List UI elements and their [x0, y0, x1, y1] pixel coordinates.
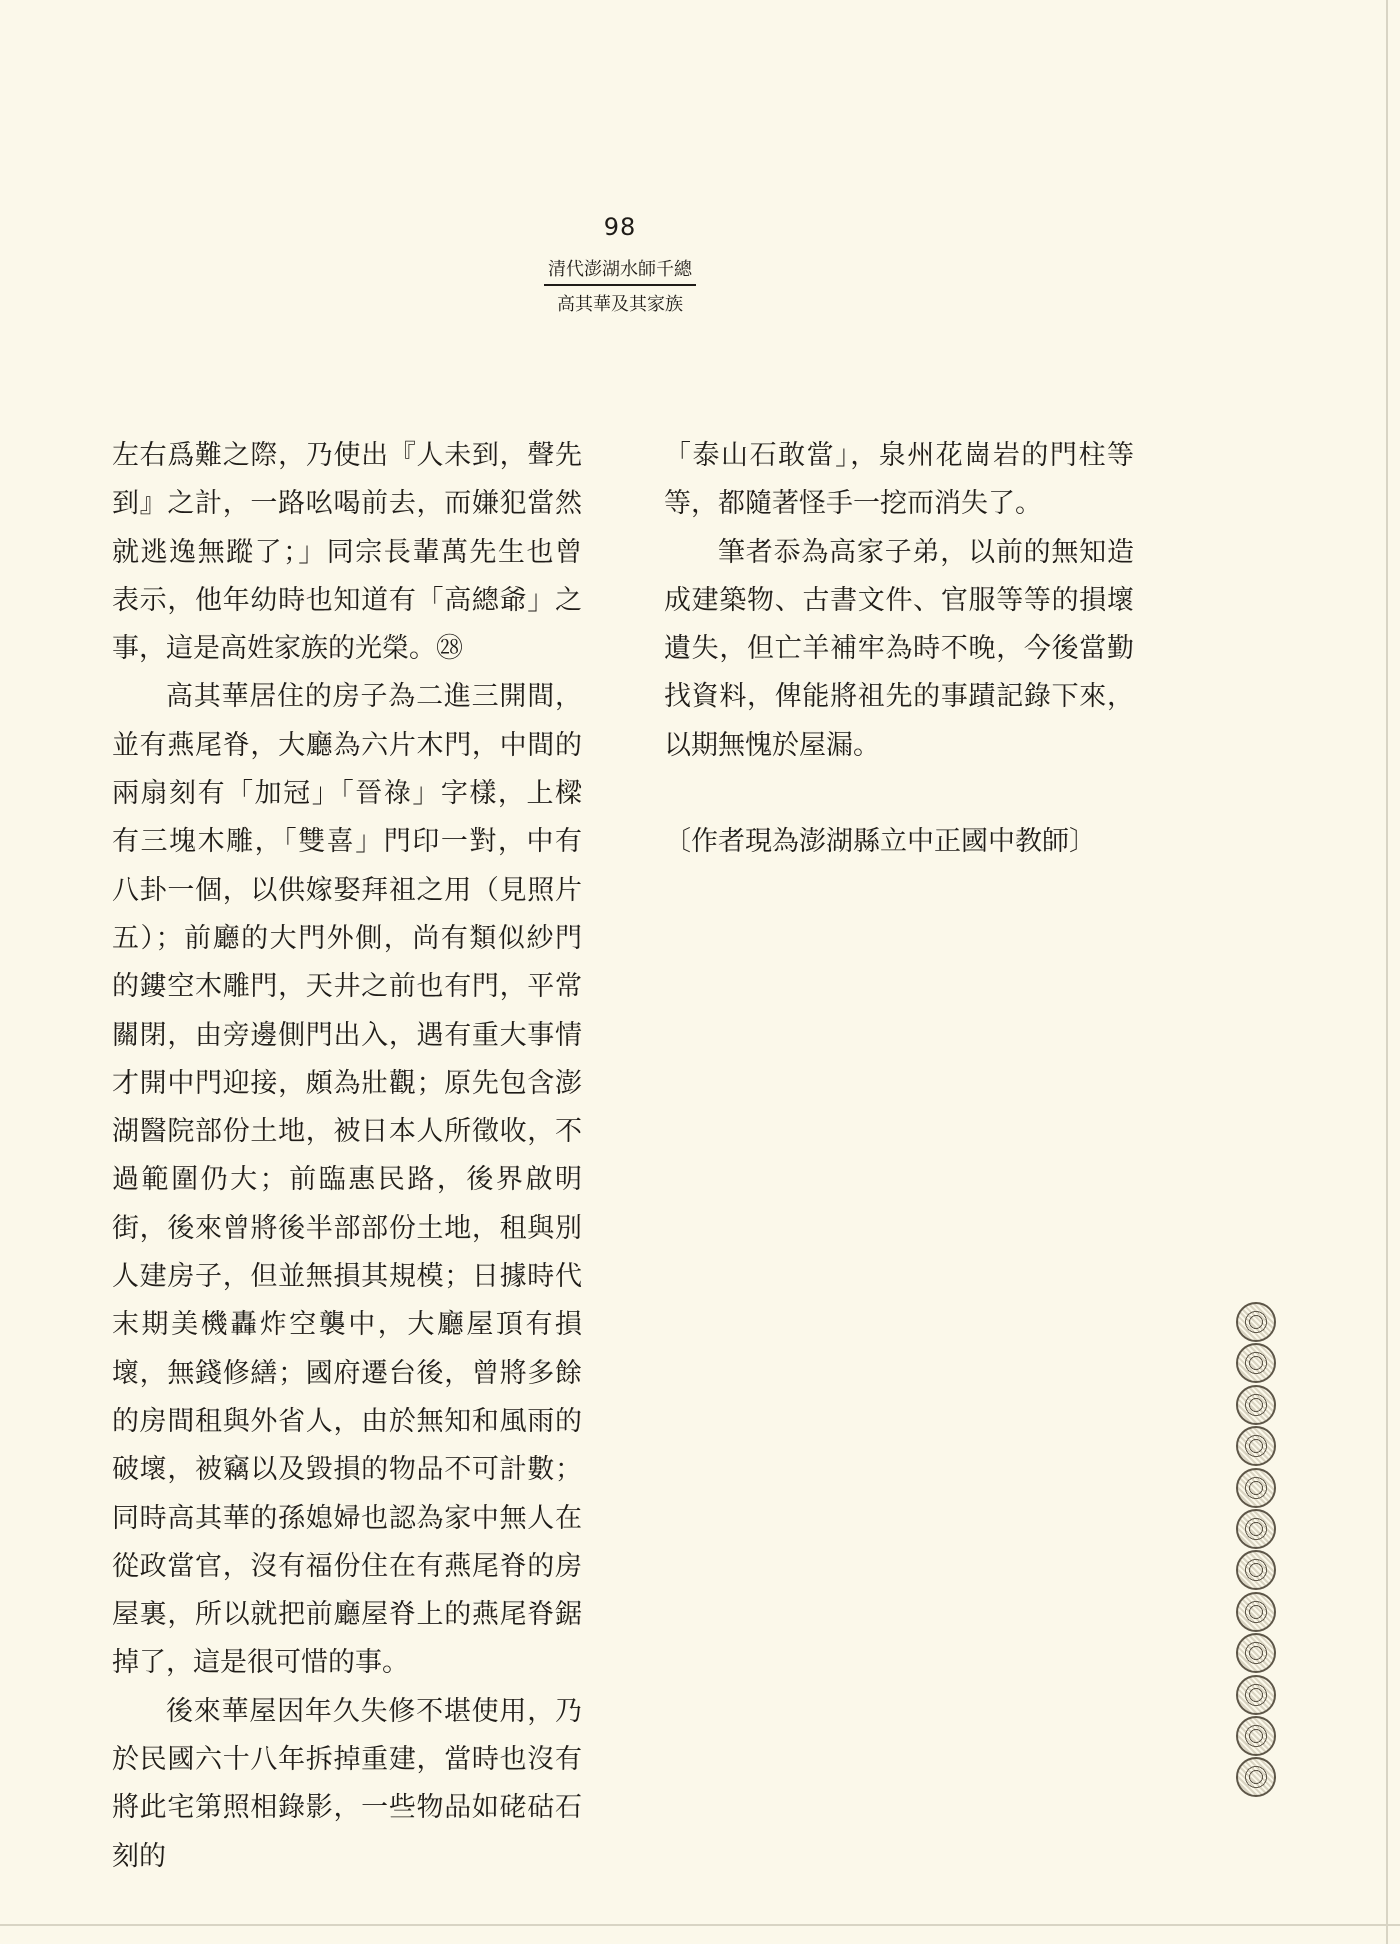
round-seal-ornament-icon: [1236, 1468, 1276, 1508]
round-seal-ornament-icon: [1236, 1633, 1276, 1673]
round-seal-ornament-icon: [1236, 1757, 1276, 1797]
author-note: 〔作者現為澎湖縣立中正國中教師〕: [664, 826, 1096, 858]
page-edge-bottom: [0, 1924, 1400, 1926]
round-seal-ornament-icon: [1236, 1385, 1276, 1425]
round-seal-ornament-icon: [1236, 1592, 1276, 1632]
paragraph-continuation: 左右爲難之際，乃使出『人未到，聲先到』之計，一路吆喝前去，而嫌犯當然就逃逸無蹤了；」同宗長輩萬先生也曾表示，他年幼時也知道有「高總爺」之事，這是高姓家族的光榮。㉘: [112, 440, 582, 665]
series-title: 清代澎湖水師千總: [544, 255, 696, 286]
round-seal-ornament-icon: [1236, 1302, 1276, 1342]
round-seal-ornament-icon: [1236, 1343, 1276, 1383]
paragraph-stone-items: 「泰山石敢當」，泉州花崗岩的門柱等等，都隨著怪手一挖而消失了。: [664, 440, 1134, 520]
round-seal-ornament-icon: [1236, 1716, 1276, 1756]
left-text-column: [112, 432, 582, 1881]
article-subtitle: 高其華及其家族: [557, 294, 683, 315]
round-seal-ornament-icon: [1236, 1675, 1276, 1715]
right-text-column: [664, 432, 1134, 866]
round-seal-ornament-icon: [1236, 1509, 1276, 1549]
decorative-ornament-strip: [1232, 1302, 1280, 1799]
paragraph-author-reflection: 筆者忝為高家子弟，以前的無知造成建築物、古書文件、官服等等的損壞遺失，但亡羊補牢為時不晚，今後當勤找資料，俾能將祖先的事蹟記錄下來，以期無愧於屋漏。: [664, 536, 1134, 761]
page-edge-right: [1386, 0, 1388, 1944]
round-seal-ornament-icon: [1236, 1550, 1276, 1590]
paragraph-house-description: 高其華居住的房子為二進三開間，並有燕尾脊，大廳為六片木門，中間的兩扇刻有「加冠」「晉祿」字樣，上樑有三塊木雕，「雙喜」門印一對，中有八卦一個，以供嫁娶拜祖之用（見照片五）；前廳的大門外側，尚有類似紗門的鏤空木雕門，天井之前也有門，平常關閉，由旁邊側門出入，遇有重大事情才開中門迎接，頗為壯觀；原先包含澎湖醫院部份土地，被日本人所徵收，不過範圍仍大；前臨惠民路，後界啟明街，後來曾將後半部部份土地，租與別人建房子，但並無損其規模；日據時代末期美機轟炸空襲中，大廳屋頂有損壞，無錢修繕；國府遷台後，曾將多餘的房間租與外省人，由於無知和風雨的破壞，被竊以及毀損的物品不可計數；同時高其華的孫媳婦也認為家中無人在從政當官，沒有福份住在有燕尾脊的房屋裏，所以就把前廳屋脊上的燕尾脊鋸掉了，這是很可惜的事。: [112, 681, 582, 1679]
running-header: [520, 213, 720, 316]
page-number: 98: [603, 213, 637, 241]
round-seal-ornament-icon: [1236, 1426, 1276, 1466]
paragraph-reconstruction: 後來華屋因年久失修不堪使用，乃於民國六十八年拆掉重建，當時也沒有將此宅第照相錄影，一些物品如硓𥑮石刻的: [112, 1695, 582, 1872]
